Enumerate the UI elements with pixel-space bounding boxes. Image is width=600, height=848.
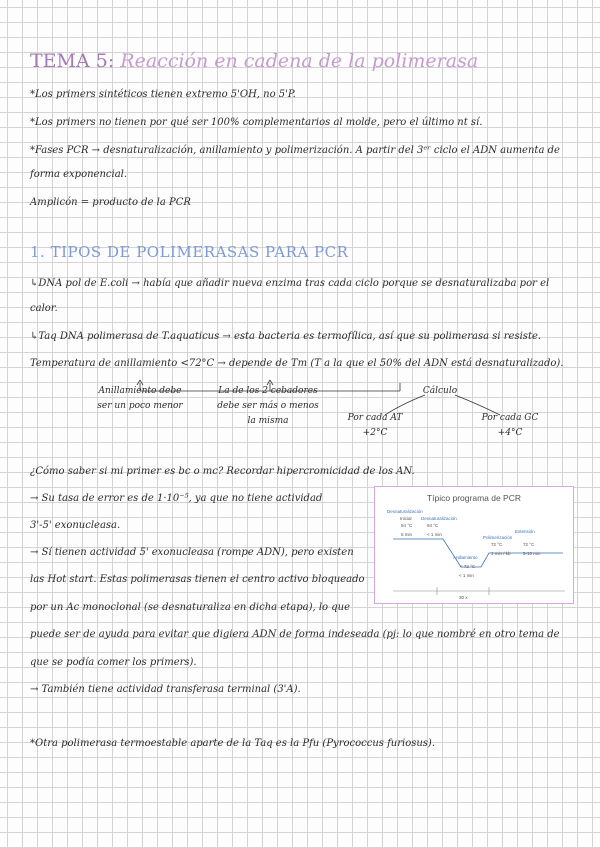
- note-eat-primers: que se podía comer los primers).: [30, 657, 197, 668]
- branch-left: Anillamiento debe ser un poco menor: [97, 386, 183, 411]
- pcr-profile: [375, 487, 574, 604]
- note-ecoli-pol: ↳DNA pol de E.coli → había que añadir nueva enzima tras cada ciclo porque se desnaturalizaba por el: [30, 278, 550, 289]
- note-pcr-phases: *Fases PCR → desnaturalización, anillamiento y polimerización. A partir del 3ᵉʳ ciclo el ADN aumenta de: [30, 145, 560, 156]
- branch-middle: La de los 2 cebadores debe ser más o menos la misma: [217, 386, 319, 426]
- label-desnat: Desnaturalización: [387, 509, 423, 514]
- note-avoid-digest: puede ser de ayuda para evitar que digiera ADN de forma indeseada (pj: lo que nombré en otro tema de: [30, 629, 560, 640]
- label-1min: < 1 min: [427, 532, 442, 537]
- note-error-rate: → Su tasa de error es de 1·10⁻⁵, ya que no tiene actividad: [30, 493, 323, 504]
- label-94b: 94 °C: [427, 523, 439, 528]
- title-number: TEMA 5:: [30, 50, 115, 72]
- note-ecoli-pol-cont: calor.: [30, 303, 58, 314]
- label-94a: 94 °C: [401, 523, 413, 528]
- branch-calculo: Cálculo: [422, 386, 458, 396]
- label-inicial: Inicial: [400, 516, 412, 521]
- label-desnat2: Desnaturalización: [421, 516, 457, 521]
- note-primer-question: ¿Cómo saber si mi primer es bc o mc? Recordar hipercromicidad de los AN.: [30, 466, 415, 477]
- note-primers-5oh: *Los primers sintéticos tienen extremo 5'OH, no 5'P.: [30, 89, 296, 100]
- label-510: 5-10 min: [523, 551, 541, 556]
- label-kb: 1 min / kb: [491, 551, 511, 556]
- note-pcr-phases-cont: forma exponencial.: [30, 169, 128, 180]
- page-title: [30, 50, 478, 72]
- note-transferase: → También tiene actividad transferasa terminal (3'A).: [30, 684, 301, 695]
- branch-at-rule: Por cada AT +2°C: [347, 413, 403, 438]
- label-72a: 72 °C: [491, 542, 503, 547]
- note-ac-monoclonal: por un Ac monoclonal (se desnaturaliza en dicha etapa), lo que: [30, 602, 350, 613]
- note-taq: ↳Taq DNA polimerasa de T.aquaticus → esta bacteria es termofílica, así que su polimerasa si resiste.: [30, 331, 542, 342]
- pcr-program-figure: [374, 486, 574, 604]
- note-exonuclease: 3'-5' exonucleasa.: [30, 520, 121, 531]
- label-5min: 5 min: [401, 532, 413, 537]
- section-heading: 1. TIPOS DE POLIMERASAS PARA PCR: [30, 243, 349, 261]
- label-30x: 30 x: [459, 595, 468, 600]
- label-72b: 72 °C: [523, 542, 535, 547]
- note-pfu: *Otra polimerasa termoestable aparte de la Taq es la Pfu (Pyrococcus furiosus).: [30, 738, 436, 749]
- label-anill: Anillamiento: [453, 555, 478, 560]
- note-amplicon: Amplicón = producto de la PCR: [30, 197, 191, 208]
- label-polim: Polimerización: [483, 535, 513, 540]
- note-hot-start: las Hot start. Estas polimerasas tienen el centro activo bloqueado: [30, 574, 365, 585]
- note-primers-complementary: *Los primers no tienen por qué ser 100% complementarios al molde, pero el último nt sí.: [30, 117, 483, 128]
- figure-title: Típico programa de PCR: [426, 493, 521, 503]
- note-annealing-temp: Temperatura de anillamiento <72°C → depende de Tm (T a la que el 50% del ADN está desnaturalizado).: [30, 358, 564, 369]
- branch-gc-rule: Por cada GC +4°C: [481, 413, 539, 438]
- note-5-exo: → Sí tienen actividad 5' exonucleasa (rompe ADN), pero existen: [30, 547, 354, 558]
- title-text: Reacción en cadena de la polimerasa: [120, 50, 479, 72]
- label-lt72: < 72 °C: [460, 564, 476, 569]
- label-1min-b: < 1 min: [459, 573, 474, 578]
- label-extension: Extensión: [515, 529, 535, 534]
